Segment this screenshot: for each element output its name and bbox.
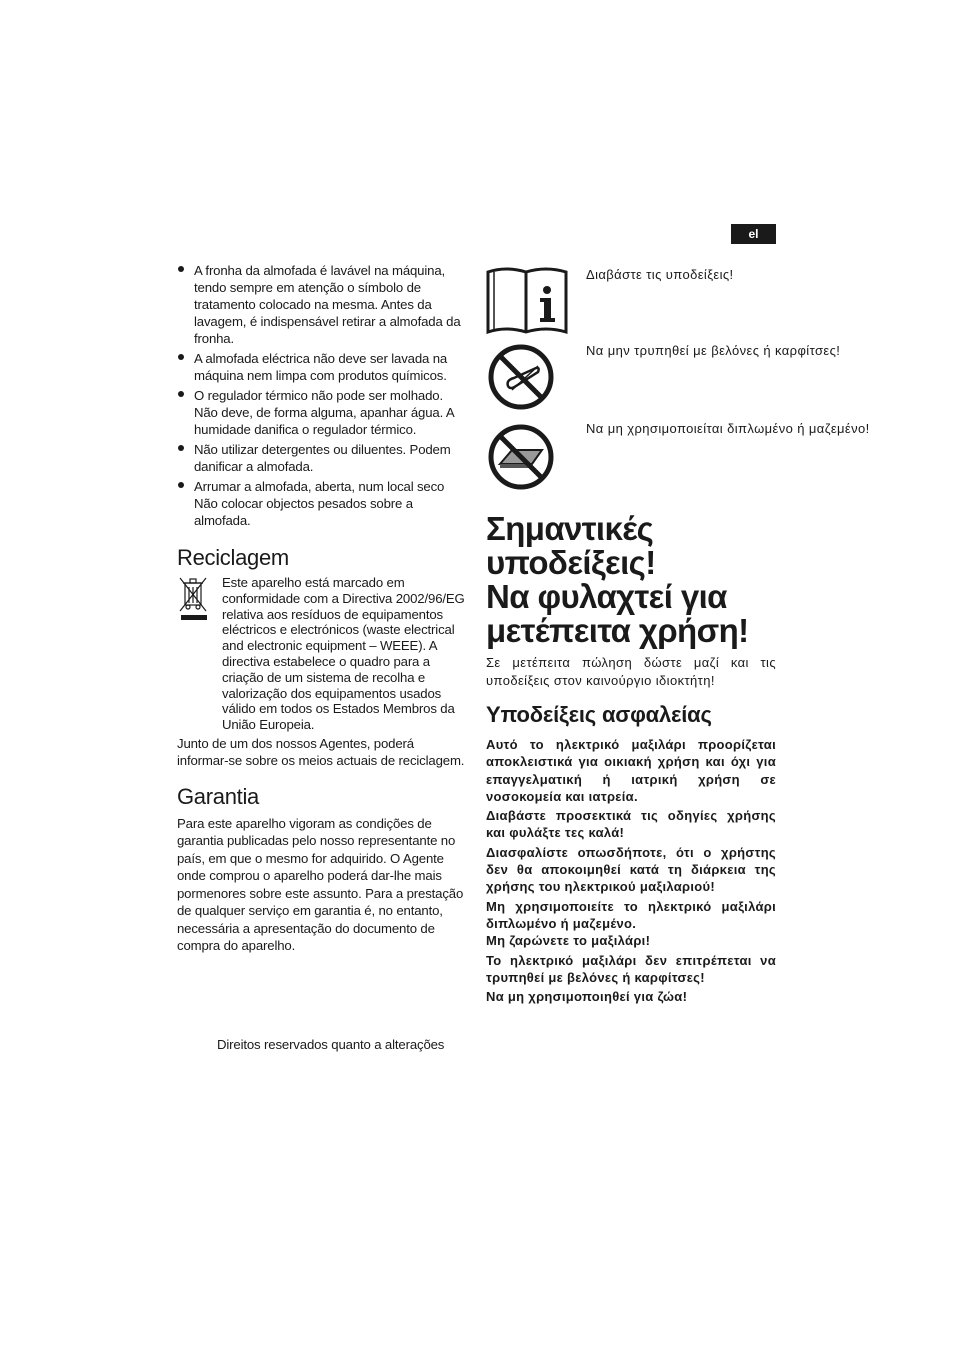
- title-line: Σημαντικές: [486, 510, 654, 547]
- title-line: Να φυλαχτεί για: [486, 578, 727, 615]
- symbol-row: [486, 342, 841, 417]
- symbol-row: [486, 420, 870, 495]
- recycling-after-text: Junto de um dos nossos Agentes, poderá informar-se sobre os meios actuais de reciclagem.: [177, 735, 465, 769]
- safety-paragraph: Αυτό το ηλεκτρικό μαξιλάρι προορίζεται αποκλειστικά για οικιακή χρήση και όχι για επαγγελματική ή ιατρική χρήση σε νοσοκομεία και ιατρεία.: [486, 737, 776, 804]
- left-column: [177, 262, 467, 955]
- safety-paragraph: Διασφαλίστε οπωσδήποτε, ότι ο χρήστης δεν θα αποκοιμηθεί κατά τη διάρκεια της χρήσης του ηλεκτρικού μαξιλαριού!: [486, 844, 776, 895]
- safety-paragraph: Μη χρησιμοποιείτε το ηλεκτρικό μαξιλάρι διπλωμένο ή μαζεμένο.: [486, 898, 776, 931]
- warranty-text: Para este aparelho vigoram as condições de garantia publicadas pelo nosso representante no país, em que o mesmo for adquirido. O Agente onde comprou o aparelho poderá dar-lhe mais pormenores sobre este assunto. Para a prestação de qualquer serviço em garantia é, no entanto, necessária a apresentação do documento de compra do aparelho.: [177, 815, 464, 954]
- recycling-heading: Reciclagem: [177, 545, 289, 570]
- warranty-heading: Garantia: [177, 783, 259, 809]
- recycling-text: Este aparelho está marcado em conformidade com a Directiva 2002/96/EG relativa aos resíduos de equipamentos eléctricos e electrónicos (waste electrical and electronic equipment – WEEE). A directiva estabelece o quadro para a criação de um sistema de recolha e valorização dos equipamentos usados válido em todos os Estados Membros da União Europeia.: [222, 575, 465, 733]
- weee-bin-icon: [177, 575, 222, 733]
- safety-heading: Υποδείξεις ασφαλείας: [486, 702, 712, 727]
- bullet-item: A almofada eléctrica não deve ser lavada na máquina nem limpa com produtos químicos.: [177, 350, 467, 384]
- title-line: μετέπειτα χρήση!: [486, 612, 749, 649]
- symbol-text: Διαβάστε τις υποδείξεις!: [586, 267, 734, 282]
- safety-paragraph: Το ηλεκτρικό μαξιλάρι δεν επιτρέπεται να τρυπηθεί με βελόνες ή καρφίτσες!: [486, 952, 776, 985]
- page-title: [486, 512, 786, 648]
- bullet-item: Não utilizar detergentes ou diluentes. Podem danificar a almofada.: [177, 441, 467, 475]
- recycling-block: [177, 575, 467, 733]
- bullet-item: Arrumar a almofada, aberta, num local seco Não colocar objectos pesados sobre a almofada.: [177, 478, 467, 529]
- title-line: υποδείξεις!: [486, 544, 656, 581]
- symbol-text: Να μη χρησιμοποιείται διπλωμένο ή μαζεμένο!: [586, 421, 870, 436]
- symbol-row: [486, 266, 734, 341]
- intro-text: Σε μετέπειτα πώληση δώστε μαζί και τις υποδείξεις στον καινούργιο ιδιοκτήτη!: [486, 655, 776, 688]
- bullet-item: A fronha da almofada é lavável na máquina, tendo sempre em atenção o símbolo de tratamento colocado na mesma. Antes da lavagem, é indispensável retirar a almofada da fronha.: [177, 262, 467, 347]
- no-pins-icon: [486, 342, 568, 417]
- bullet-item: O regulador térmico não pode ser molhado. Não deve, de forma alguma, apanhar água. A humidade danifica o regulador térmico.: [177, 387, 467, 438]
- rights-reserved-note: Direitos reservados quanto a alterações: [217, 1037, 445, 1052]
- care-bullet-list: [177, 262, 467, 529]
- safety-paragraph: Να μη χρησιμοποιηθεί για ζώα!: [486, 989, 688, 1005]
- safety-instructions: [486, 736, 776, 1007]
- language-tab: el: [731, 224, 776, 244]
- no-folded-use-icon: [486, 420, 568, 495]
- safety-paragraph: Μη ζαρώνετε το μαξιλάρι!: [486, 933, 651, 949]
- symbol-text: Να μην τρυπηθεί με βελόνες ή καρφίτσες!: [586, 343, 841, 358]
- read-instructions-icon: [486, 266, 568, 341]
- safety-paragraph: Διαβάστε προσεκτικά τις οδηγίες χρήσης και φυλάξτε τες καλά!: [486, 808, 776, 841]
